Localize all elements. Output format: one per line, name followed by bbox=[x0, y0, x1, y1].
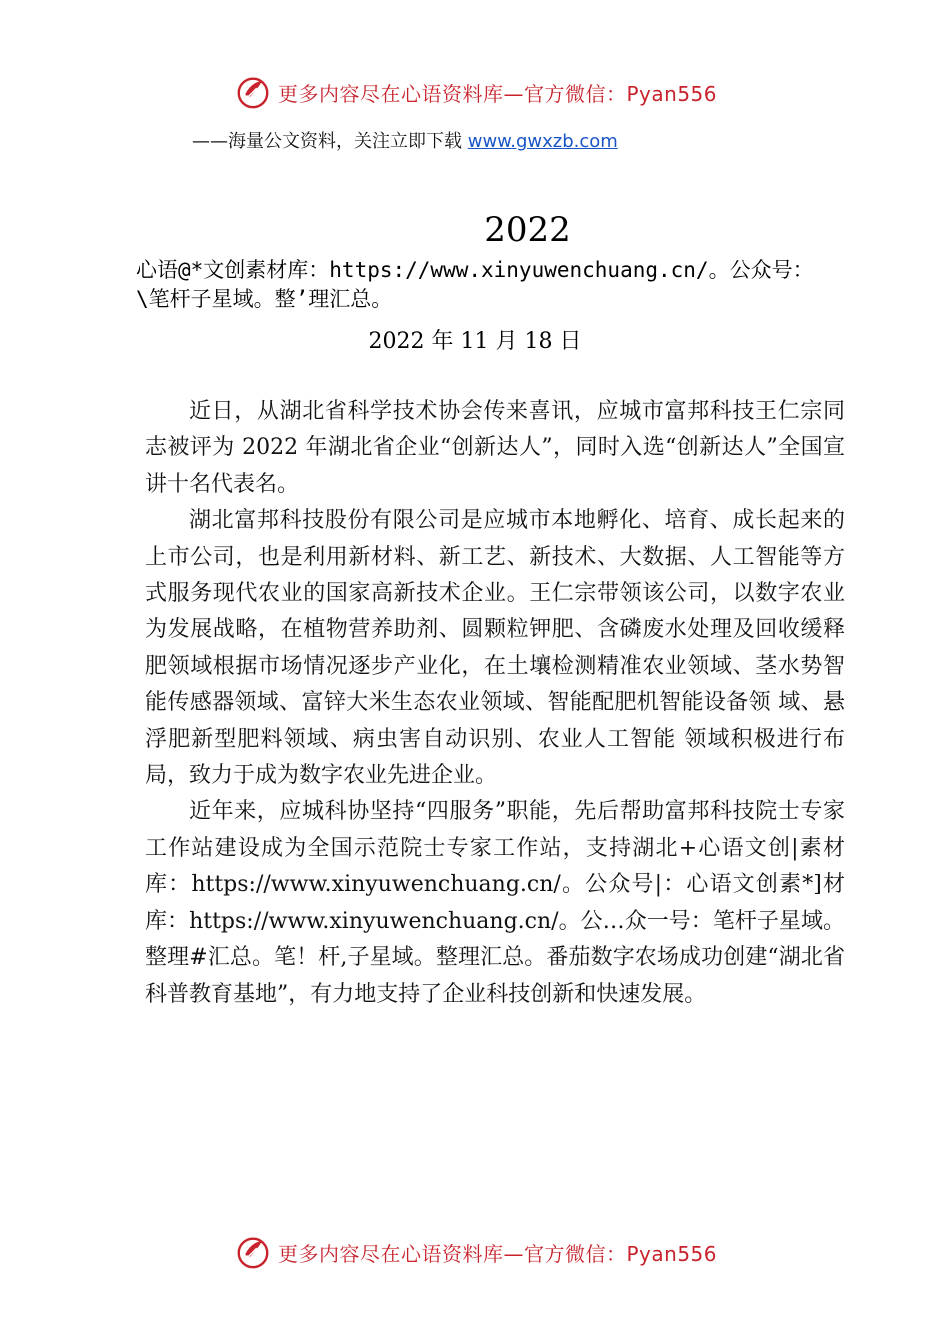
document-body bbox=[145, 394, 845, 1013]
document-date: 2022 年 11 月 18 日 bbox=[368, 329, 582, 354]
download-notice bbox=[192, 127, 618, 153]
brand-logo-icon bbox=[234, 73, 272, 111]
footer-banner bbox=[234, 1232, 794, 1272]
paragraph: 近年来，应城科协坚持“四服务”职能，先后帮助富邦科技院士专家工作站建设成为全国示范院士专家工作站，支持湖北+心语文创|素材库：https://www.xinyuwenchuang.cn/。公众号|：心语文创素*]材库：https://www.xinyuwenchuang.cn/。公…众一号：笔杆子星域。整理#汇总。笔！杆,子星域。整理汇总。番茄数字农场成功创建“湖北省科普教育基地”，有力地支持了企业科技创新和快速发展。 bbox=[145, 799, 845, 1007]
document-title: 2022 bbox=[484, 210, 571, 250]
banner-text: 更多内容尽在心语资料库—官方微信：Pyan556 bbox=[278, 1241, 718, 1266]
download-notice-text: ——海量公文资料，关注立即下载 bbox=[192, 131, 468, 152]
banner-text: 更多内容尽在心语资料库—官方微信：Pyan556 bbox=[278, 81, 718, 106]
paragraph: 近日，从湖北省科学技术协会传来喜讯，应城市富邦科技王仁宗同志被评为 2022 年湖北省企业“创新达人”，同时入选“创新达人”全国宣讲十名代表名。 bbox=[145, 399, 845, 497]
header-banner bbox=[234, 72, 794, 112]
brand-logo-icon bbox=[234, 1233, 272, 1271]
watermark-note: 心语@*文创素材库：https://www.xinyuwenchuang.cn/。公众号：\笔杆子星域。整’理汇总。 bbox=[136, 258, 814, 311]
download-link[interactable]: www.gwxzb.com bbox=[467, 131, 618, 152]
paragraph: 湖北富邦科技股份有限公司是应城市本地孵化、培育、成长起来的上市公司，也是利用新材料、新工艺、新技术、大数据、人工智能等方式服务现代农业的国家高新技术企业。王仁宗带领该公司，以数字农业为发展战略，在植物营养助剂、圆颗粒钾肥、含磷废水处理及回收缓释肥领域根据市场情况逐步产业化，在土壤检测精准农业领域、茎水势智能传感器领域、富锌大米生态农业领域、智能配肥机智能设备领 域、悬浮肥新型肥料领域、病虫害自动识别、农业人工智能 领域积极进行布局，致力于成为数字农业先进企业。 bbox=[145, 508, 845, 789]
